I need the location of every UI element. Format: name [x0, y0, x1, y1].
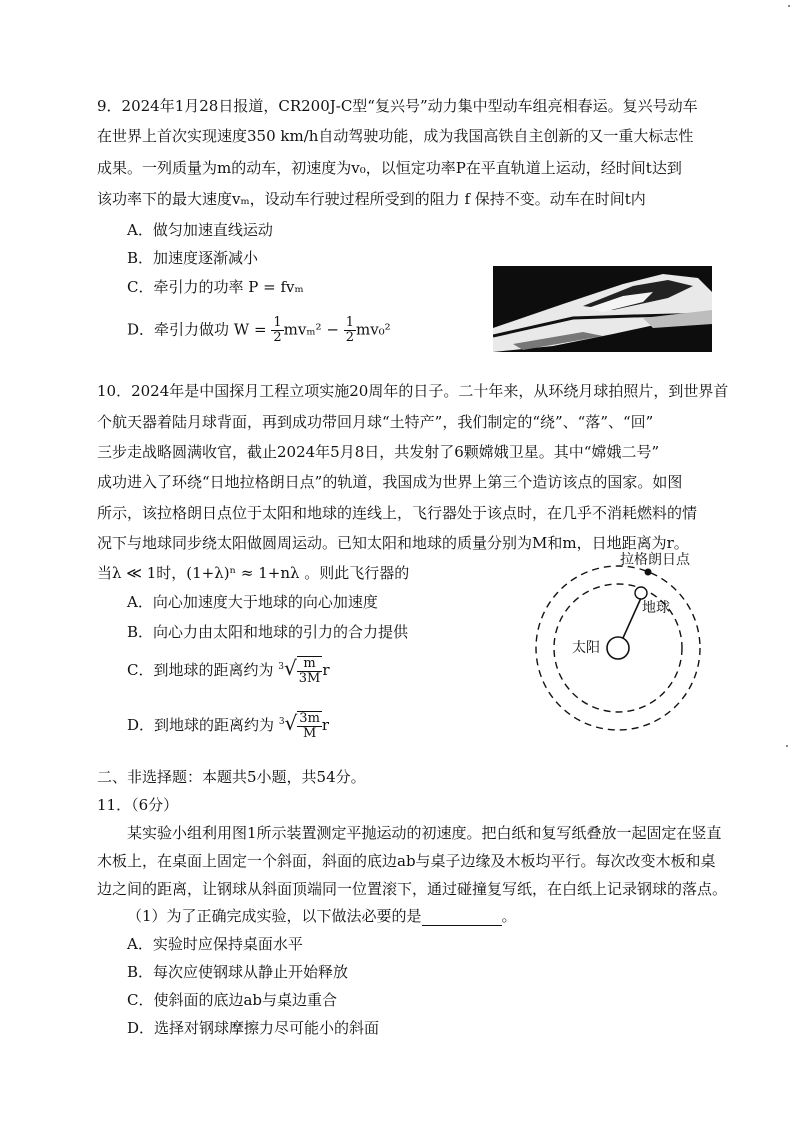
q9-term-1: mvₘ² [283, 320, 322, 339]
q9-option-d [127, 316, 391, 345]
train-photo [493, 266, 712, 352]
q11-option-b: B．每次应使钢球从静止开始释放 [127, 963, 349, 981]
orbit-diagram [522, 552, 712, 752]
q10-option-a: A．向心加速度大于地球的向心加速度 [127, 593, 378, 611]
q10-option-c: C．到地球的距离约为 $^3$√ $\frac{m}{3M}$ r [127, 656, 330, 686]
q10-line-1: 10．2024年是中国探月工程立项实施20周年的日子。二十年来，从环绕月球拍照片，到世界首 [97, 382, 729, 400]
q9-option-b: B．加速度逐渐减小 [127, 249, 259, 267]
q10-line-6: 况下与地球同步绕太阳做圆周运动。已知太阳和地球的质量分别为M和m，日地距离为r。 [97, 534, 689, 552]
sun-earth-line [623, 598, 641, 638]
q10-line-2: 个航天器着陆月球背面，再到成功带回月球“土特产”，我们制定的“绕”、“落”、“回” [97, 413, 654, 431]
q9-line-1: 9．2024年1月28日报道，CR200J-C型“复兴号”动力集中型动车组亮相春运。复兴号动车 [97, 97, 698, 115]
earth-label: 地球 [642, 600, 670, 616]
minus-sign: − [326, 320, 339, 339]
q10-line-7: 当λ ≪ 1时，(1+λ)ⁿ ≈ 1+nλ 。则此飞行器的 [97, 564, 410, 582]
sun-label: 太阳 [572, 640, 600, 656]
r-symbol: r [321, 716, 330, 734]
q9-option-a: A．做匀加速直线运动 [127, 221, 273, 239]
fraction-half-1: $\frac{1}{2}$ [273, 315, 282, 345]
answer-blank[interactable] [422, 911, 502, 926]
q9-option-c: C．牵引力的功率 P = fvₘ [127, 278, 304, 296]
q10-option-d-prefix: D．到地球的距离约为 [127, 716, 275, 734]
q10-line-5: 所示，该拉格朗日点位于太阳和地球的连线上，飞行器处于该点时，在几乎不消耗燃料的情 [97, 504, 698, 522]
section-2-heading: 二、非选择题：本题共5小题，共54分。 [97, 768, 366, 786]
r-symbol: r [322, 661, 330, 679]
sun-circle [607, 637, 629, 659]
q11-sub1-suffix: 。 [501, 907, 517, 925]
scan-speck [786, 745, 788, 747]
fraction-half-2: $\frac{1}{2}$ [345, 315, 354, 345]
q11-header: 11．（6分） [97, 796, 179, 814]
q10-option-c-prefix: C．到地球的距离约为 [127, 661, 274, 679]
q11-line-2: 木板上，在桌面上固定一个斜面，斜面的底边ab与桌子边缘及木板均平行。每次改变木板和桌 [97, 852, 716, 870]
earth-circle [635, 587, 647, 599]
q10-option-d: D．到地球的距离约为 $^3$√ $\frac{3m}{M}$ r [127, 711, 330, 741]
root-index: 3 [278, 717, 285, 727]
q9-line-2: 在世界上首次实现速度350 km/h自动驾驶功能，成为我国高铁自主创新的又一重大标志性 [97, 127, 694, 145]
fraction-c: $\frac{m}{3M}$ [298, 656, 321, 686]
q11-sub1-prefix: （1）为了正确完成实验，以下做法必要的是 [127, 907, 422, 925]
q9-line-4: 该功率下的最大速度vₘ，设动车行驶过程所受到的阻力 f 保持不变。动车在时间t内 [97, 190, 646, 208]
scan-speck [788, 5, 790, 7]
q10-line-3: 三步走战略圆满收官，截止2024年5月8日，共发射了6颗嫦娥卫星。其中“嫦娥二号” [97, 443, 660, 461]
lagrange-point [645, 569, 652, 576]
q10-option-b: B．向心力由太阳和地球的引力的合力提供 [127, 623, 409, 641]
fraction-d: $\frac{3m}{M}$ [299, 711, 320, 741]
q11-sub1 [127, 906, 517, 926]
root-index: 3 [278, 662, 284, 672]
lagrange-label: 拉格朗日点 [620, 552, 690, 568]
q11-option-a: A．实验时应保持桌面水平 [127, 935, 303, 953]
q11-option-d: D．选择对钢球摩擦力尽可能小的斜面 [127, 1019, 380, 1037]
q9-option-d-prefix: D．牵引力做功 W = [127, 320, 267, 339]
q10-line-4: 成功进入了环绕“日地拉格朗日点”的轨道，我国成为世界上第三个造访该点的国家。如图 [97, 473, 683, 491]
q11-line-1: 某实验小组利用图1所示装置测定平抛运动的初速度。把白纸和复写纸叠放一起固定在竖直 [127, 824, 722, 842]
q11-option-c: C．使斜面的底边ab与桌边重合 [127, 991, 338, 1009]
q9-term-2: mv₀² [355, 320, 391, 339]
q9-line-3: 成果。一列质量为m的动车，初速度为v₀，以恒定功率P在平直轨道上运动，经时间t达到 [97, 159, 682, 177]
q11-line-3: 边之间的距离，让钢球从斜面顶端同一位置滚下，通过碰撞复写纸，在白纸上记录钢球的落点。 [97, 880, 728, 898]
